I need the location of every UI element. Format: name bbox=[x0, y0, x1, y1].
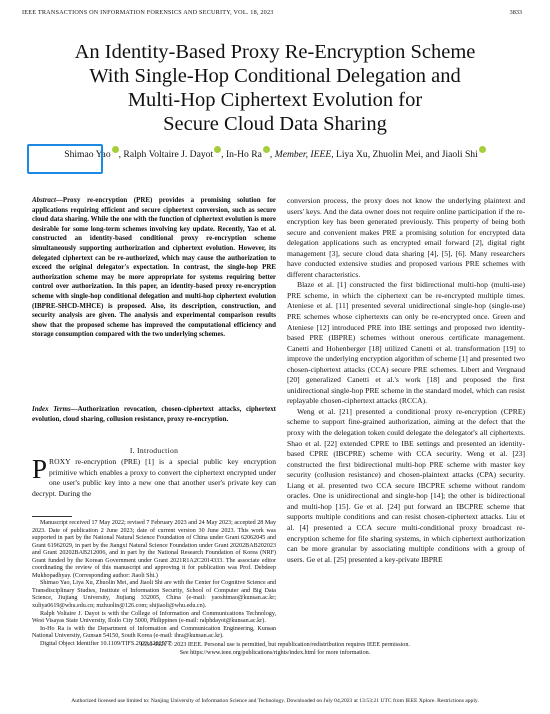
selection-highlight bbox=[27, 144, 103, 174]
footnotes bbox=[32, 520, 276, 648]
title-line: Multi-Hop Ciphertext Evolution for bbox=[127, 89, 423, 111]
paragraph: Blaze et al. [1] constructed the first bidirectional multi-hop (multi-use) PRE scheme, in which the ciphertext can be re-encrypted multiple times. Ateniese et al. [11] presented several unidirectional single-hop (single-use) PRE schemes whose ciphertexts can only be re-encrypted once. Green and Ateniese [12] introduced PRE into IBE settings and proposed two identity-based PRE (IBPRE) schemes without onerous certificate management. Canetti and Hohenberger [18] utilized Canetti et al. transformation [19] to improve the underlying encryption algorithm of scheme [1] and presented two chosen-ciphertext attacks (CCA) secure PRE schemes. Libert and Vergnaud [20] generalized Canetti et al.'s work [18] and proposed the first unidirectional single-hop PRE scheme in the standard model, which can resist replayable chosen-ciphertext attacks (RCCA). bbox=[287, 280, 525, 406]
index-terms-text: —Authorization revocation, chosen-ciphertext attacks, ciphertext evolution, cloud sharing, collusion resistance, proxy re-encryption. bbox=[32, 405, 276, 423]
orcid-icon[interactable] bbox=[479, 146, 486, 153]
copyright-link[interactable]: See https://www.ieee.org/publications/rights/index.html for more information. bbox=[179, 650, 371, 657]
author-name[interactable]: Ralph Voltaire J. Dayot bbox=[123, 149, 214, 160]
paragraph: conversion process, the proxy does not know the underlying plaintext and users' keys. And the data owner does not require online participation if the re-encryption key has been generated previously. This property of being both secure and convenient makes PRE a promising solution for encrypted data delegation applications such as encrypted email forward [2], digital right management [3], secure cloud data sharing [4], [5], [6]. Many researchers have conducted extensive studies and proposed various PRE schemes with different characteristics. bbox=[287, 196, 525, 279]
author-name[interactable]: Liya Xu, Zhuolin Mei, and Jiaoli Shi bbox=[335, 149, 478, 160]
author-list: Shimao Yao , Ralph Voltaire J. Dayot , In-Ho Ra , Member, IEEE, Liya Xu, Zhuolin Mei, and Jiaoli Shi bbox=[10, 146, 540, 160]
copyright-line: 1556-6021 © 2023 IEEE. Personal use is permitted, but republication/redistribution requires IEEE permission. bbox=[140, 642, 410, 648]
index-terms bbox=[32, 405, 276, 424]
section-heading: I. Introduction bbox=[129, 446, 179, 455]
body-text-right bbox=[287, 196, 525, 565]
footnote-divider bbox=[32, 516, 72, 517]
copyright-notice bbox=[0, 641, 550, 658]
paragraph: Weng et al. [21] presented a conditional proxy re-encryption (CPRE) scheme to support fine-grained authorization, aiming at the defect that the proxy with the delegation token could delegate the delegator's all ciphertexts. Shao et al. [22] extended CPRE to IBE settings and presented an identity-based CPRE (IBCPRE) scheme with CCA security. Weng et al. [23] constructed the first bidirectional multi-hop PRE scheme with master key security (collusion resistance) and chosen-plaintext attacks (CPA) security. Liang et al. presented two CCA secure IBCPRE scheme without random oracles. One is unidirectional and single-hop [14]; the other is bidirectional and multi-hop [15]. Ge et al. [24] put forward an IBCPRE scheme that supports multiple conditions and can resist chosen-ciphertext attacks. Liu et al. [4] presented a CCA secure multi-conditional proxy broadcast re-encryption scheme for file sharing systems, in which ciphertext authorization can be more granular by associating multiple conditions with a group of users. Ge et al. [25] presented a key-private IBPRE bbox=[287, 406, 525, 564]
journal-header: IEEE TRANSACTIONS ON INFORMATION FORENSICS AND SECURITY, VOL. 18, 2023 bbox=[22, 9, 274, 16]
orcid-icon[interactable] bbox=[214, 146, 221, 153]
author-name[interactable]: In-Ho Ra bbox=[225, 149, 262, 160]
intro-paragraph bbox=[32, 454, 276, 499]
orcid-icon[interactable] bbox=[263, 146, 270, 153]
abstract-label: Abstract bbox=[32, 196, 56, 204]
paper-title bbox=[20, 40, 530, 136]
footnote: Shimao Yao, Liya Xu, Zhuolin Mei, and Jiaoli Shi are with the Center for Cognitive Science and Transdisciplinary Studies, Institute of Information Security, School of Computer and Big Data Science, Jiujiang University, Jiujiang 332005, China (e-mail: yaoshimao@kunsan.ac.kr; xuliya0619@whu.edu.cn; mzhuolin@126.com; shijiaoli@whu.edu.cn). bbox=[32, 580, 276, 610]
abstract bbox=[32, 196, 276, 340]
page-number: 3833 bbox=[509, 9, 522, 16]
license-note: Authorized licensed use limited to: Nanjing University of Information Science and Technology. Downloaded on July 04,2023 at 13:53:21 UTC from IEEE Xplore. Restrictions apply. bbox=[71, 698, 479, 704]
footnote: Manuscript received 17 May 2022; revised 7 February 2023 and 24 May 2023; accepted 28 May 2023. Date of publication 2 June 2023; date of current version 30 June 2023. This work was supported in part by the National Natural Science Foundation of China under Grant 62062045 and Grant 61962029, in part by the Jiangxi Natural Science Foundation under Grant 20202BAB202023 and Grant 20202BAB212006, and in part by the National Research Foundation of Korea (NRF) Grant funded by the Korean Government under Grant 2021R1A2C2014333. The associate editor coordinating the review of this manuscript and approving it for publication was Prof. Debdeep Mukhopadhyay. (Corresponding author: Jiaoli Shi.) bbox=[32, 520, 276, 579]
abstract-text: —Proxy re-encryption (PRE) provides a promising solution for applications requiring efficient and secure ciphertext conversion, such as secure cloud data sharing. While the one with the function of ciphertext evolution is more desirable for some long-term schemes involving key update. Recently, Yao et al. constructed an identity-based conditional proxy re-encryption scheme simultaneously supporting authorization and ciphertext evolution. However, its delegated ciphertext can be re-authorized, which may cause the authorization to exceed the original delegator's expectation. In contrast, the single-hop PRE authorization scheme may be more appropriate for systems requiring better control over authorization. In this paper, an identity-based proxy re-encryption scheme with single-hop conditional delegation and multi-hop ciphertext evolution (IBPRE-SHCD-MHCE) is proposed. Also, its description, construction, and security analysis are given. The analysis and experimental comparison results show that the proposed scheme has improved the computational efficiency and storage consumption compared with the two underlying schemes. bbox=[32, 196, 276, 339]
title-line: An Identity-Based Proxy Re-Encryption Scheme bbox=[74, 41, 476, 63]
title-line: Secure Cloud Data Sharing bbox=[163, 113, 387, 135]
author-name[interactable]: Shimao Yao bbox=[64, 149, 111, 160]
footnote: In-Ho Ra is with the Department of Information and Communication Engineering, Kunsan National University, Gunsan 54150, South Korea (e-mail: ihra@kunsan.ac.kr). bbox=[32, 625, 276, 640]
author-role: Member, IEEE bbox=[274, 149, 332, 160]
title-line: With Single-Hop Conditional Delegation and bbox=[89, 65, 461, 87]
orcid-icon[interactable] bbox=[112, 146, 119, 153]
index-terms-label: Index Terms bbox=[32, 405, 71, 413]
doi[interactable]: Digital Object Identifier 10.1109/TIFS.2023.3282577 bbox=[40, 640, 171, 647]
intro-text: ROXY re-encryption (PRE) [1] is a special public key encryption primitive which enables a proxy to convert the ciphertext encrypted under one user's public key into a new one that another user's private key can decrypt. During the bbox=[32, 457, 276, 498]
drop-cap: P bbox=[32, 454, 48, 484]
footnote: Ralph Voltaire J. Dayot is with the College of Information and Communications Technology, West Visayas State University, Iloilo City 5000, Philippines (e-mail: ralphdayot@kunsan.ac.kr). bbox=[32, 610, 276, 625]
